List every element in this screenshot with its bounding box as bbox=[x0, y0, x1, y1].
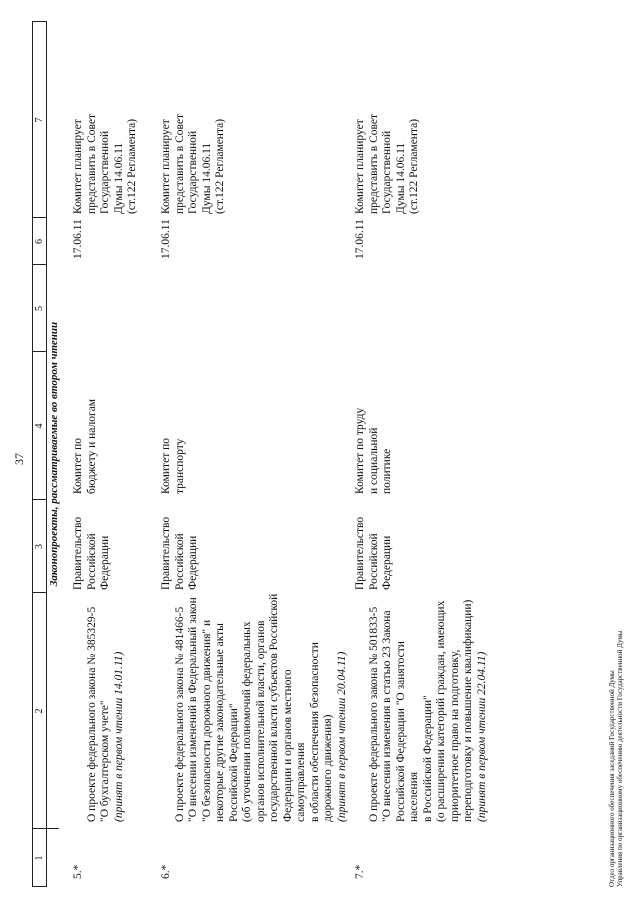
bill-title bbox=[72, 592, 140, 822]
bill-author: Правительство Российской Федерации bbox=[354, 516, 393, 590]
responsible-committee: Комитет по труду и социальной политике bbox=[354, 407, 393, 494]
review-date: 17.06.11 bbox=[72, 219, 84, 259]
bill-title-text: О проекте федерального закона № 481466-5 "О внесении изменений в Федеральный закон "О безопасности дорожного движения" и некоторые другие законодательные акты Российской Федерации" (об уточнении полномочий федеральных органов исполнительной власти, органов государственной власти субъектов Российской Федерации и органов местного самоуправления в области обеспечения безопасности дорожного движения) bbox=[173, 593, 334, 822]
col-header-4: 4 bbox=[34, 423, 45, 429]
review-date: 17.06.11 bbox=[354, 219, 366, 259]
first-reading-note: (принят в первом чтении 22.04.11) bbox=[475, 651, 488, 822]
document-footer bbox=[608, 631, 624, 887]
col-header-5: 5 bbox=[34, 306, 45, 311]
bill-author: Правительство Российской Федерации bbox=[160, 516, 199, 590]
review-date: 17.06.11 bbox=[160, 219, 172, 259]
row-number: 6.* bbox=[160, 864, 172, 879]
col-header-7: 7 bbox=[34, 117, 45, 123]
bill-author: Правительство Российской Федерации bbox=[72, 516, 111, 590]
footer-line-2: Управления по организационному обеспечению деятельности Государственной Думы bbox=[616, 630, 624, 887]
section-title: Законопроекты, рассматриваемые во втором чтении bbox=[48, 321, 60, 587]
bill-title bbox=[160, 592, 363, 822]
first-reading-note: (принят в первом чтении 14.01.11) bbox=[112, 651, 125, 822]
column-header-row bbox=[32, 21, 47, 887]
responsible-committee: Комитет по бюджету и налогам bbox=[72, 398, 98, 494]
col-header-2: 2 bbox=[34, 708, 45, 714]
page-number: 37 bbox=[12, 453, 26, 465]
bill-title-text: О проекте федерального закона № 501833-5 "О внесении изменения в статью 23 Закона Российской Федерации "О занятости населения в Российской Федерации" (о расширении категорий граждан, имеющих приоритетное право на подготовку, переподготовку и повышение квалификации) bbox=[367, 599, 474, 822]
footer-line-1: Отдел организационного обеспечения заседаний Государственной Думы bbox=[608, 670, 616, 887]
row-number: 5.* bbox=[72, 864, 84, 879]
planned-action: Комитет планирует представить в Совет Государственной Думы 14.06.11 (ст.122 Регламента) bbox=[72, 113, 138, 214]
bill-title bbox=[354, 592, 503, 822]
bill-title-text: О проекте федерального закона № 385329-5 "О бухгалтерском учете" bbox=[85, 606, 111, 822]
first-reading-note: (принят в первом чтении 20.04.11) bbox=[335, 651, 348, 822]
planned-action: Комитет планирует представить в Совет Государственной Думы 14.06.11 (ст.122 Регламента) bbox=[160, 113, 226, 214]
agenda-table bbox=[32, 21, 532, 887]
row-number: 7.* bbox=[354, 864, 366, 879]
col-header-6: 6 bbox=[34, 239, 45, 244]
col-header-1: 1 bbox=[34, 855, 45, 861]
col-header-3: 3 bbox=[34, 544, 45, 549]
planned-action: Комитет планирует представить в Совет Государственной Думы 14.06.11 (ст.122 Регламента) bbox=[354, 113, 420, 214]
responsible-committee: Комитет по транспорту bbox=[160, 438, 186, 494]
